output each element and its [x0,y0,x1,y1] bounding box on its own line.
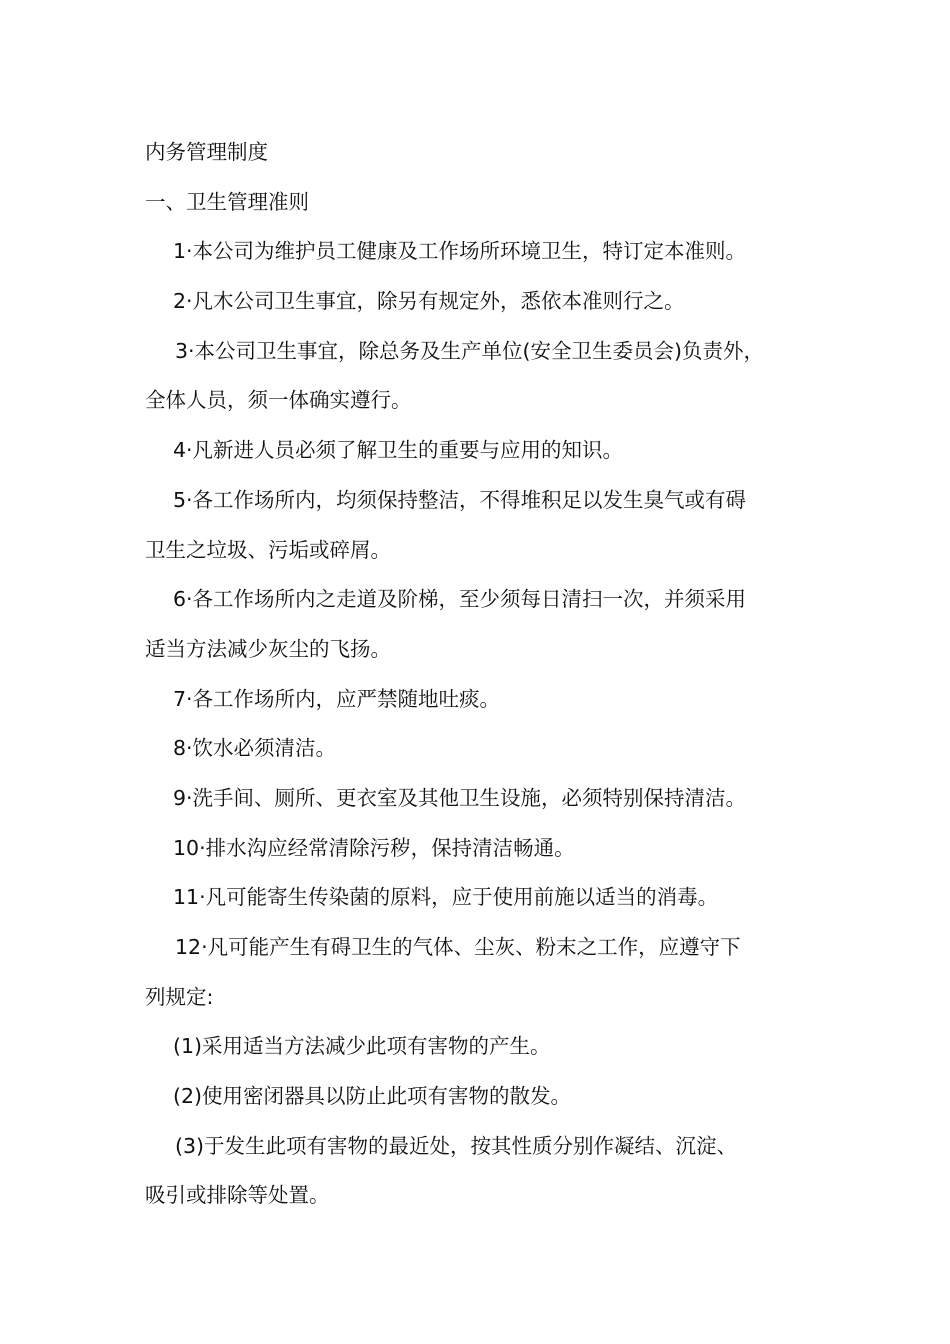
rule-6-continued: 适当方法减少灰尘的飞扬。 [145,636,391,661]
sub-rule-1: (1)采用适当方法减少此项有害物的产生。 [173,1034,551,1059]
sub-rule-3-continued: 吸引或排除等处置。 [145,1183,330,1208]
rule-3-continued: 全体人员，须一体确实遵行。 [145,388,412,413]
rule-11: 11·凡可能寄生传染菌的原料，应于使用前施以适当的消毒。 [173,885,719,910]
rule-10: 10·排水沟应经常清除污秽，保持清洁畅通。 [173,835,575,860]
rule-9: 9·洗手间、厕所、更衣室及其他卫生设施，必须特别保持清洁。 [173,785,747,810]
sub-rule-2: (2)使用密闭器具以防止此项有害物的散发。 [173,1084,572,1109]
rule-8: 8·饮水必须清洁。 [173,736,337,761]
document-title: 内务管理制度 [145,140,268,164]
document-body [145,128,835,1221]
rule-1: 1·本公司为维护员工健康及工作场所环境卫生，特订定本准则。 [173,239,747,264]
rule-6: 6·各工作场所内之走道及阶梯，至少须每日清扫一次，并须采用 [173,587,747,612]
rule-12: 12·凡可能产生有碍卫生的气体、尘灰、粉末之工作，应遵守下 [175,935,741,959]
rule-5-continued: 卫生之垃圾、污垢或碎屑。 [145,537,391,562]
rule-4: 4·凡新进人员必须了解卫生的重要与应用的知识。 [173,438,624,463]
rule-2: 2·凡木公司卫生事宜，除另有规定外，悉依本准则行之。 [173,289,685,314]
rule-12-continued: 列规定: [145,984,214,1009]
sub-rule-3: (3)于发生此项有害物的最近处，按其性质分别作凝结、沉淀、 [175,1133,738,1158]
rule-3: 3·本公司卫生事宜，除总务及生产单位(安全卫生委员会)负责外， [175,338,765,363]
rule-5: 5·各工作场所内，均须保持整洁，不得堆积足以发生臭气或有碍 [173,487,747,512]
section-heading: 一、卫生管理准则 [145,189,309,214]
rule-7: 7·各工作场所内，应严禁随地吐痰。 [173,686,501,711]
